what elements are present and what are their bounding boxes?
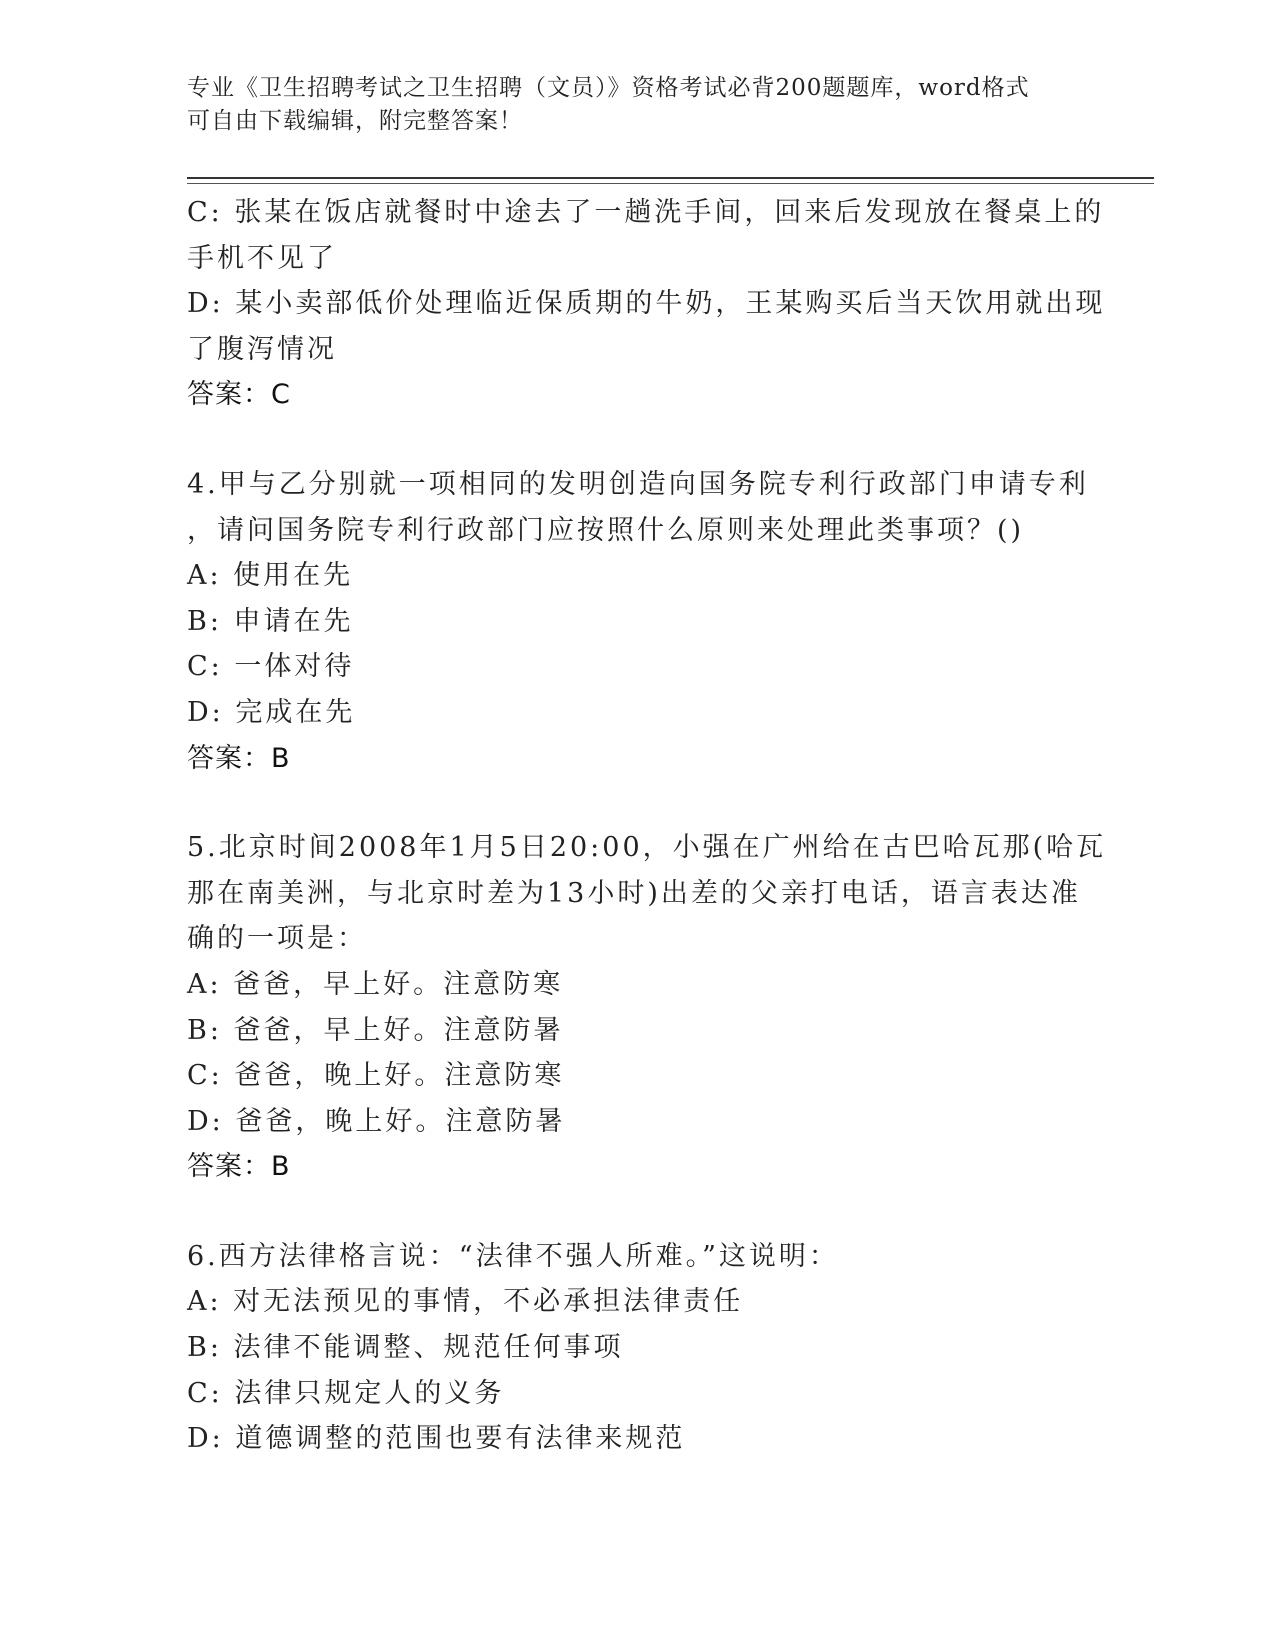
question-stem-line-2: 那在南美洲，与北京时差为13小时)出差的父亲打电话，语言表达准: [187, 877, 1081, 909]
answer-label: 答案：B: [187, 1151, 291, 1183]
option-a: A: 对无法预见的事情，不必承担法律责任: [187, 1286, 744, 1318]
answer-label: 答案：C: [187, 379, 291, 411]
option-c: C: 法律只规定人的义务: [187, 1377, 505, 1409]
question-list: [187, 190, 1107, 1462]
question-3-tail: [187, 190, 1106, 418]
option-b: B: 申请在先: [187, 605, 354, 637]
header-divider-thick: [187, 177, 1154, 179]
option-a: A: 使用在先: [187, 560, 354, 592]
question-spacer: [187, 1190, 1087, 1234]
header-title-line-1: 专业《卫生招聘考试之卫生招聘（文员）》资格考试必背200题题库，word格式: [187, 75, 1030, 101]
question-stem-line-2: ，请问国务院专利行政部门应按照什么原则来处理此类事项？(): [187, 514, 1025, 546]
option-d: D: 爸爸，晚上好。注意防暑: [187, 1105, 566, 1137]
question-stem-line-3: 确的一项是：: [187, 923, 367, 955]
option-a: A: 爸爸，早上好。注意防寒: [187, 968, 564, 1000]
question-stem-line-1: 4.甲与乙分别就一项相同的发明创造向国务院专利行政部门申请专利: [187, 468, 1089, 500]
option-c: C: 爸爸，晚上好。注意防寒: [187, 1060, 565, 1092]
question-6: [187, 1234, 1087, 1462]
option-b: B: 法律不能调整、规范任何事项: [187, 1332, 624, 1364]
option-c-line-1: C: 张某在饭店就餐时中途去了一趟洗手间，回来后发现放在餐桌上的: [187, 197, 1105, 228]
question-spacer: [187, 781, 1087, 825]
option-d-line-1: D: 某小卖部低价处理临近保质期的牛奶，王某购买后当天饮用就出现: [187, 288, 1106, 320]
header-divider-thin: [187, 183, 1154, 184]
question-spacer: [187, 418, 1087, 462]
option-b: B: 爸爸，早上好。注意防暑: [187, 1014, 564, 1046]
question-stem-line-1: 5.北京时间2008年1月5日20:00，小强在广州给在古巴哈瓦那(哈瓦: [187, 832, 1107, 864]
question-4: [187, 462, 1087, 781]
option-d: D: 道德调整的范围也要有法律来规范: [187, 1423, 686, 1455]
document-header: [187, 72, 1087, 138]
question-stem-line-1: 6.西方法律格言说：“法律不强人所难。”这说明：: [187, 1240, 839, 1272]
option-c: C: 一体对待: [187, 651, 355, 683]
option-d: D: 完成在先: [187, 696, 356, 728]
option-c-line-2: 手机不见了: [187, 242, 337, 274]
header-title-line-2: 可自由下载编辑，附完整答案！: [187, 108, 523, 134]
option-d-line-2: 了腹泻情况: [187, 333, 337, 365]
question-5: [187, 825, 1107, 1190]
answer-label: 答案：B: [187, 742, 291, 774]
